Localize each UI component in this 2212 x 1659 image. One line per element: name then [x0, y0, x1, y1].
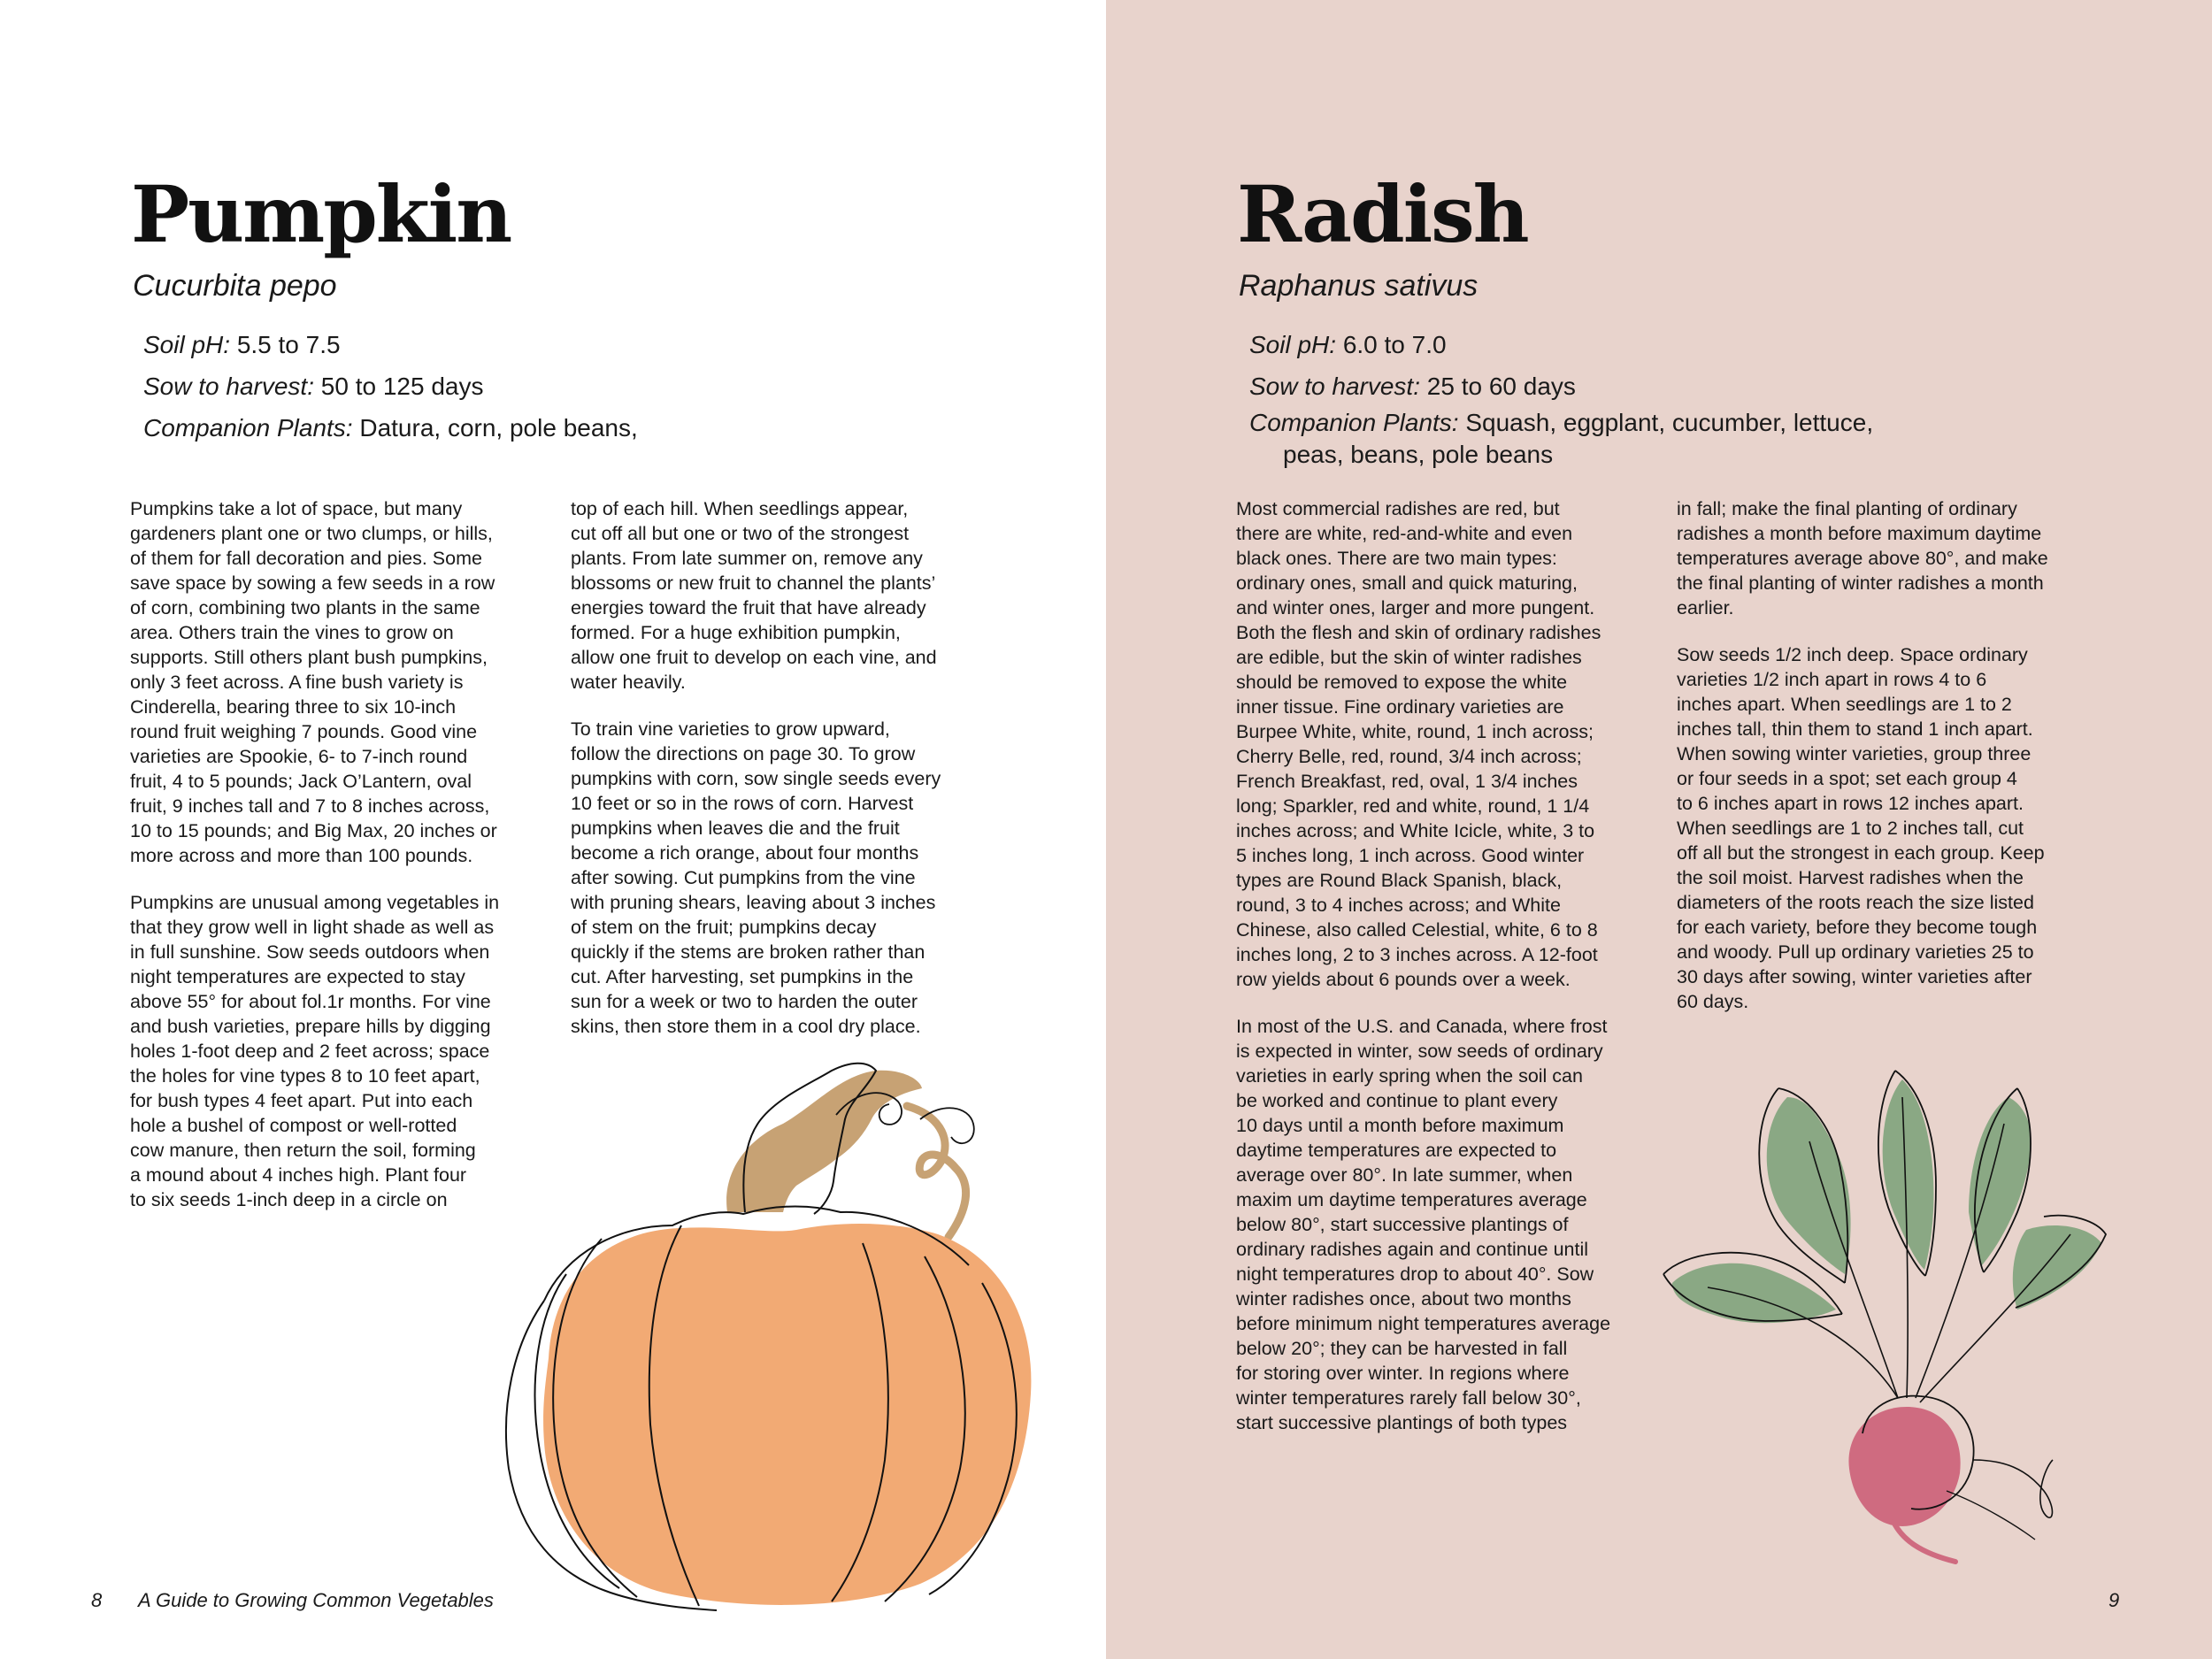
body-column-2: [1677, 496, 2093, 1036]
fact-label: Soil pH:: [1249, 331, 1337, 358]
fact-value: Squash, eggplant, cucumber, lettuce,: [1465, 409, 1874, 436]
paragraph: Sow seeds 1/2 inch deep. Space ordinary varieties 1/2 inch apart in rows 4 to 6 inches apart. When seedlings are 1 to 2 inches tall, thin them to stand 1 inch apart. When sowing winter varieties, group three or four seeds in a spot; set each group 4 to 6 inches apart in rows 12 inches apart. When seedlings are 1 to 2 inches tall, cut off all but the strongest in each group. Keep the soil moist. Harvest radishes when the diameters of the roots reach the size listed for each variety, before they become tough and woody. Pull up ordinary varieties 25 to 30 days after sowing, winter varieties after 60 days.: [1677, 644, 2045, 1012]
body-column-1: [1236, 496, 1652, 1457]
fact-companion-plants-continued: peas, beans, pole beans: [1283, 441, 1554, 468]
paragraph: top of each hill. When seedlings appear, cut off all but one or two of the strongest plants. From late summer on, remove any blossoms or new fruit to channel the plants’ energies toward the fruit that have already formed. For a huge exhibition pumpkin, allow one fruit to develop on each vine, and water heavily.: [571, 498, 937, 693]
plant-facts: [143, 324, 638, 449]
paragraph: Pumpkins are unusual among vegetables in that they grow well in light shade as well as in full sunshine. Sow seeds outdoors when night temperatures are expected to stay above 55° for about fol.1r months. For vine and bush varieties, prepare hills by digging holes 1-foot deep and 2 feet across; space the holes for vine types 8 to 10 feet apart, for bush types 4 feet apart. Put into each hole a bushel of compost or well-rotted cow manure, then return the soil, forming a mound about 4 inches high. Plant four to six seeds 1-inch deep in a circle on: [130, 892, 500, 1210]
fact-soil-ph: [143, 324, 638, 365]
fact-sow-to-harvest: [1249, 365, 1873, 407]
radish-illustration: [1655, 1044, 2150, 1575]
body-column-2: [571, 496, 987, 1061]
fact-label: Companion Plants:: [143, 414, 353, 442]
paragraph: In most of the U.S. and Canada, where frost is expected in winter, sow seeds of ordinary varieties in early spring when the soil can be worked and continue to plant every 10 days until a month before maximum daytime temperatures are expected to average over 80°. In late summer, when maxim um daytime temperatures average below 80°, start successive plantings of ordinary radishes again and continue until night temperatures drop to about 40°. Sow winter radishes once, about two months before minimum night temperatures average below 20°; they can be harvested in fall for storing over winter. In regions where winter temperatures rarely fall below 30°, start successive plantings of both types: [1236, 1016, 1611, 1433]
fact-value: 50 to 125 days: [320, 373, 484, 400]
paragraph: To train vine varieties to grow upward, follow the directions on page 30. To grow pumpkins with corn, sow single seeds every 10 feet or so in the rows of corn. Harvest pumpkins when leaves die and the fruit become a rich orange, about four months after sowing. Cut pumpkins from the vine with pruning shears, leaving about 3 inches of stem on the fruit; pumpkins decay quickly if the stems are broken rather than cut. After harvesting, set pumpkins in the sun for a week or two to harden the outer skins, then store them in a cool dry place.: [571, 718, 941, 1037]
fact-value: Datura, corn, pole beans,: [359, 414, 638, 442]
page-number: 9: [2108, 1589, 2120, 1611]
paragraph: in fall; make the final planting of ordinary radishes a month before maximum daytime temperatures average above 80°, and make the final planting of winter radishes a month earlier.: [1677, 498, 2048, 618]
fact-label: Sow to harvest:: [143, 373, 314, 400]
fact-value: 25 to 60 days: [1426, 373, 1576, 400]
right-page: [1106, 0, 2212, 1659]
page-title: Radish: [1237, 168, 1528, 260]
paragraph: Most commercial radishes are red, but there are white, red-and-white and even black ones. There are two main types: ordinary ones, small and quick maturing, and winter ones, larger and more pungent. Both the flesh and skin of ordinary radishes are edible, but the skin of winter radishes should be removed to expose the white inner tissue. Fine ordinary varieties are Burpee White, white, round, 1 inch across; Cherry Belle, red, round, 3/4 inch across; French Breakfast, red, oval, 1 3/4 inches long; Sparkler, red and white, round, 1 1/4 inches across; and White Icicle, white, 3 to 5 inches long, 1 inch across. Good winter types are Round Black Spanish, black, round, 3 to 4 inches across; and White Chinese, also called Celestial, white, 6 to 8 inches long, 2 to 3 inches across. A 12-foot row yields about 6 pounds over a week.: [1236, 498, 1601, 990]
pumpkin-illustration: [460, 1053, 1062, 1619]
plant-facts: [1249, 324, 1873, 471]
fact-companion-plants: [1249, 407, 1873, 439]
fact-sow-to-harvest: [143, 365, 638, 407]
running-title: A Guide to Growing Common Vegetables: [138, 1589, 494, 1611]
fact-value: 5.5 to 7.5: [236, 331, 341, 358]
scientific-name: Raphanus sativus: [1239, 269, 1479, 303]
paragraph: Pumpkins take a lot of space, but many gardeners plant one or two clumps, or hills, of them for fall decoration and pies. Some save space by sowing a few seeds in a row of corn, combining two plants in the same area. Others train the vines to grow on supports. Still others plant bush pumpkins, only 3 feet across. A fine bush variety is Cinderella, bearing three to six 10-inch round fruit weighing 7 pounds. Good vine varieties are Spookie, 6- to 7-inch round fruit, 4 to 5 pounds; Jack O’Lantern, oval fruit, 9 inches tall and 7 to 8 inches across, 10 to 15 pounds; and Big Max, 20 inches or more across and more than 100 pounds.: [130, 498, 497, 866]
fact-value: 6.0 to 7.0: [1342, 331, 1447, 358]
fact-soil-ph: [1249, 324, 1873, 365]
fact-label: Sow to harvest:: [1249, 373, 1420, 400]
fact-companion-plants: [143, 407, 638, 449]
page-title: Pumpkin: [131, 168, 511, 260]
page-number: 8: [91, 1589, 103, 1611]
fact-label: Companion Plants:: [1249, 409, 1459, 436]
scientific-name: Cucurbita pepo: [133, 269, 337, 303]
fact-label: Soil pH:: [143, 331, 231, 358]
